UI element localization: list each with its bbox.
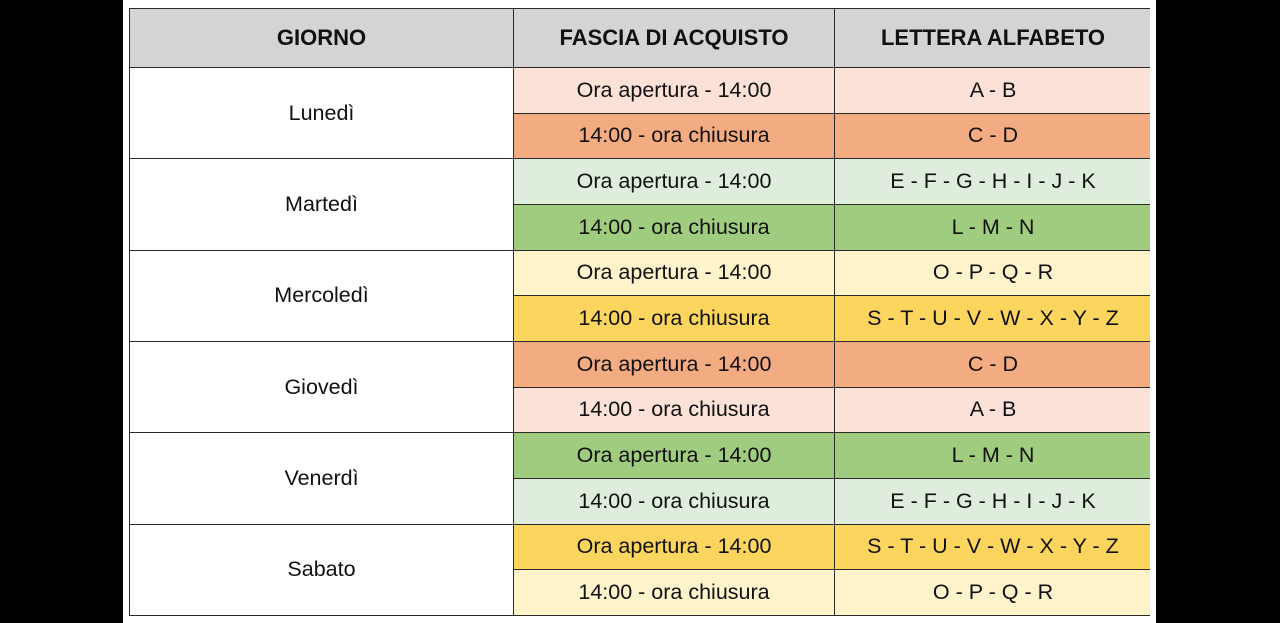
letters-cell: C - D [835, 341, 1152, 387]
letters-cell: E - F - G - H - I - J - K [835, 478, 1152, 524]
table-row [130, 250, 1152, 296]
letters-cell: S - T - U - V - W - X - Y - Z [835, 296, 1152, 342]
day-cell: Sabato [130, 524, 514, 615]
time-slot-cell: 14:00 - ora chiusura [514, 570, 835, 616]
table-row [130, 68, 1152, 114]
day-cell: Giovedì [130, 341, 514, 432]
table-body [130, 68, 1152, 616]
time-slot-cell: 14:00 - ora chiusura [514, 296, 835, 342]
table-row [130, 524, 1152, 570]
day-cell: Lunedì [130, 68, 514, 159]
header-row [130, 9, 1152, 68]
day-cell: Mercoledì [130, 250, 514, 341]
letters-cell: L - M - N [835, 204, 1152, 250]
time-slot-cell: 14:00 - ora chiusura [514, 204, 835, 250]
time-slot-cell: Ora apertura - 14:00 [514, 433, 835, 479]
letters-cell: O - P - Q - R [835, 570, 1152, 616]
schedule-table [129, 8, 1152, 616]
letters-cell: E - F - G - H - I - J - K [835, 159, 1152, 205]
time-slot-cell: 14:00 - ora chiusura [514, 387, 835, 433]
time-slot-cell: 14:00 - ora chiusura [514, 478, 835, 524]
letters-cell: O - P - Q - R [835, 250, 1152, 296]
table-row [130, 159, 1152, 205]
time-slot-cell: Ora apertura - 14:00 [514, 159, 835, 205]
time-slot-cell: Ora apertura - 14:00 [514, 250, 835, 296]
letters-cell: A - B [835, 68, 1152, 114]
day-cell: Martedì [130, 159, 514, 250]
time-slot-cell: Ora apertura - 14:00 [514, 68, 835, 114]
header-slot: FASCIA DI ACQUISTO [514, 9, 835, 68]
letters-cell: S - T - U - V - W - X - Y - Z [835, 524, 1152, 570]
time-slot-cell: 14:00 - ora chiusura [514, 113, 835, 159]
table-row [130, 433, 1152, 479]
page-edge [1150, 8, 1156, 616]
table-header [130, 9, 1152, 68]
time-slot-cell: Ora apertura - 14:00 [514, 341, 835, 387]
letters-cell: A - B [835, 387, 1152, 433]
document-page [123, 0, 1156, 623]
table-row [130, 341, 1152, 387]
time-slot-cell: Ora apertura - 14:00 [514, 524, 835, 570]
letters-cell: C - D [835, 113, 1152, 159]
header-day: GIORNO [130, 9, 514, 68]
letters-cell: L - M - N [835, 433, 1152, 479]
header-letters: LETTERA ALFABETO [835, 9, 1152, 68]
day-cell: Venerdì [130, 433, 514, 524]
